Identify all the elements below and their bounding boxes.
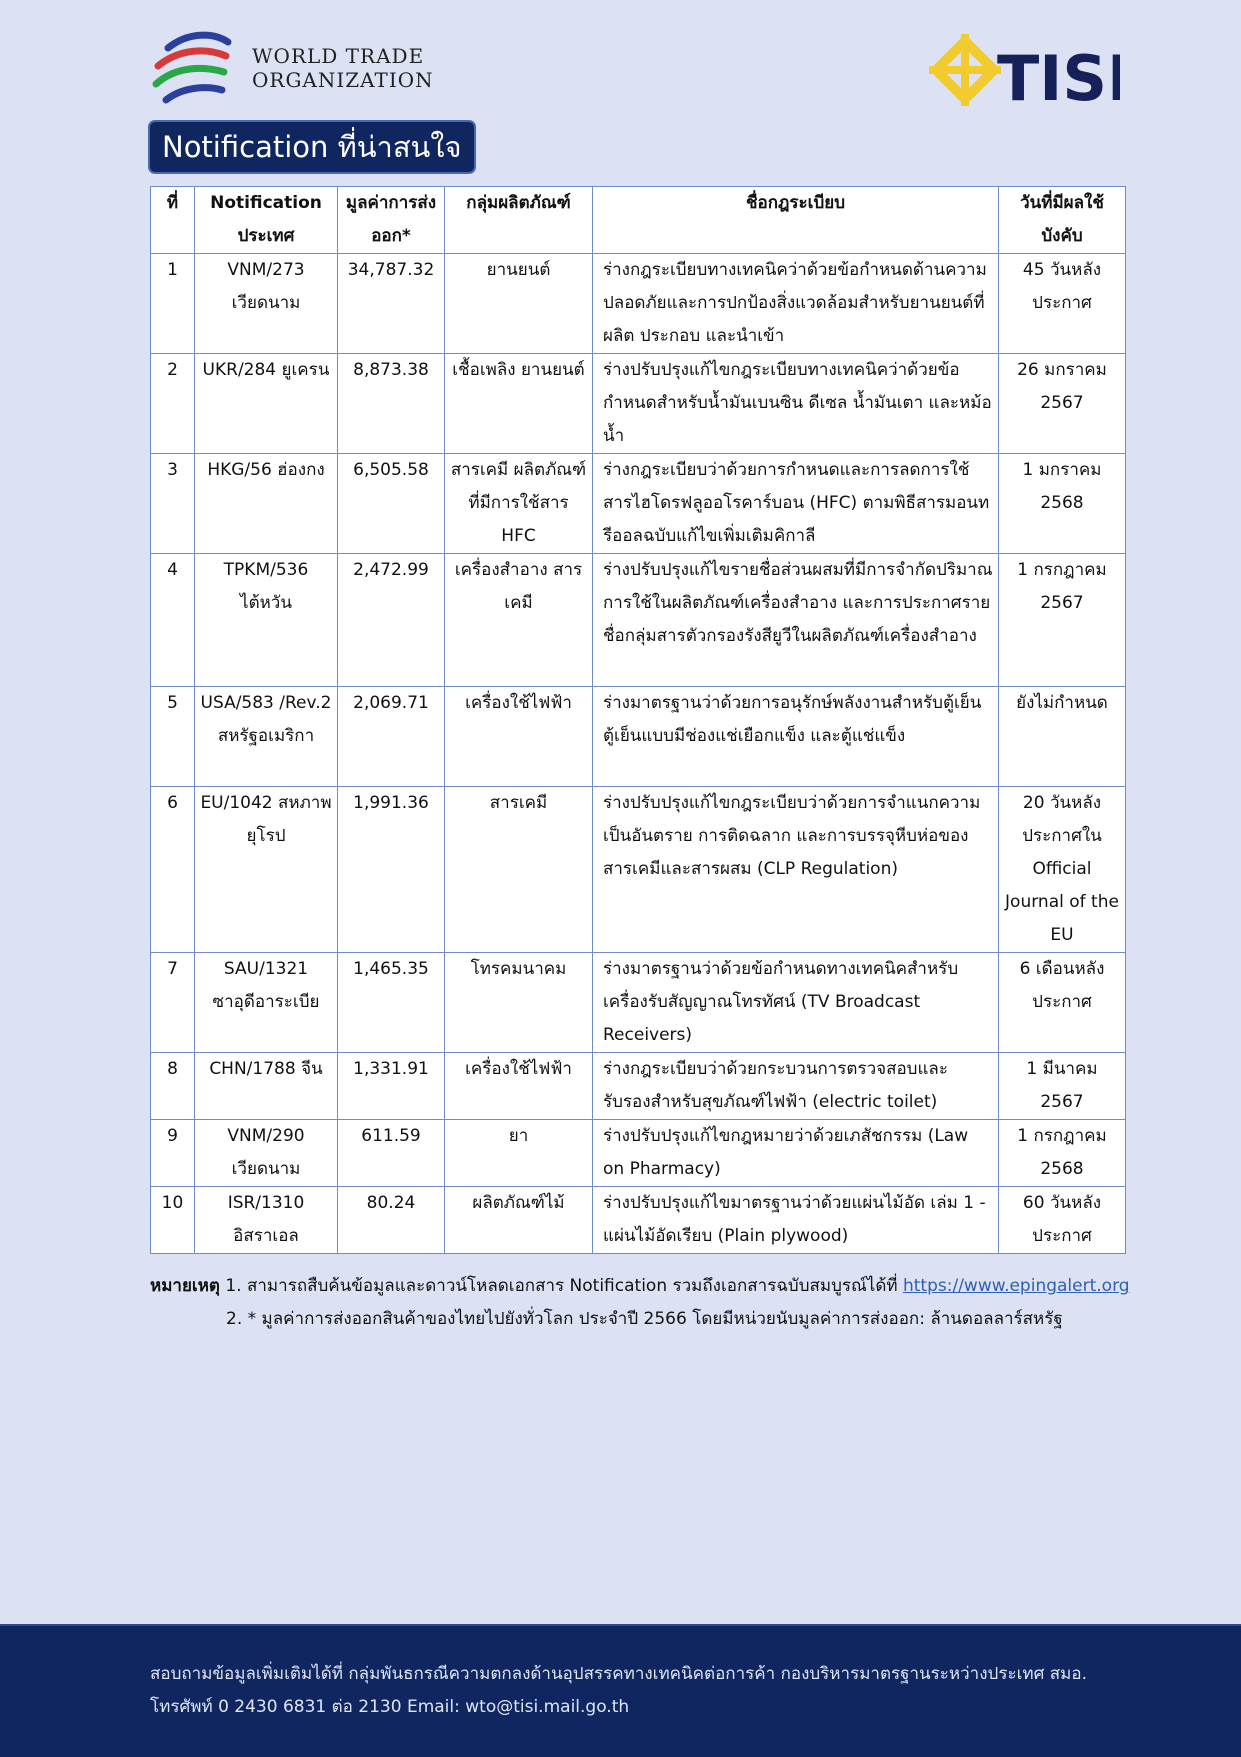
- table-row: [151, 1053, 1126, 1120]
- cell-regulation: ร่างกฎระเบียบว่าด้วยการกำหนดและการลดการใช้สารไฮโดรฟลูออโรคาร์บอน (HFC) ตามพิธีสารมอนทรีออลฉบับแก้ไขเพิ่มเติมคิกาลี: [593, 454, 999, 554]
- tisi-wordmark: TISI: [997, 42, 1120, 110]
- cell-notification: ISR/1310 อิสราเอล: [195, 1187, 338, 1254]
- cell-product-group: สารเคมี: [445, 787, 593, 953]
- cell-product-group: เครื่องสำอาง สารเคมี: [445, 554, 593, 687]
- cell-export-value: 2,069.71: [338, 687, 445, 787]
- cell-regulation: ร่างปรับปรุงแก้ไขรายชื่อส่วนผสมที่มีการจำกัดปริมาณการใช้ในผลิตภัณฑ์เครื่องสำอาง และการประกาศรายชื่อกลุ่มสารตัวกรองรังสียูวีในผลิตภัณฑ์เครื่องสำอาง: [593, 554, 999, 687]
- table-row: [151, 687, 1126, 787]
- cell-notification: USA/583 /Rev.2 สหรัฐอเมริกา: [195, 687, 338, 787]
- col-header-notification: Notification ประเทศ: [195, 187, 338, 254]
- cell-product-group: ผลิตภัณฑ์ไม้: [445, 1187, 593, 1254]
- cell-notification: HKG/56 ฮ่องกง: [195, 454, 338, 554]
- cell-regulation: ร่างปรับปรุงแก้ไขมาตรฐานว่าด้วยแผ่นไม้อัด เล่ม 1 - แผ่นไม้อัดเรียบ (Plain plywood): [593, 1187, 999, 1254]
- tisi-diamond-icon: [925, 30, 1120, 110]
- cell-no: 2: [151, 354, 195, 454]
- cell-regulation: ร่างปรับปรุงแก้ไขกฎระเบียบทางเทคนิคว่าด้วยข้อกำหนดสำหรับน้ำมันเบนซิน ดีเซล น้ำมันเตา และหม้อน้ำ: [593, 354, 999, 454]
- footer-phone-email-line: โทรศัพท์ 0 2430 6831 ต่อ 2130 Email: wto@tisi.mail.go.th: [150, 1697, 630, 1717]
- cell-regulation: ร่างกฎระเบียบทางเทคนิคว่าด้วยข้อกำหนดด้านความปลอดภัยและการปกป้องสิ่งแวดล้อมสำหรับยานยนต์ที่ผลิต ประกอบ และนำเข้า: [593, 254, 999, 354]
- table-header-row: [151, 187, 1126, 254]
- cell-effective-date: ยังไม่กำหนด: [999, 687, 1126, 787]
- cell-effective-date: 20 วันหลังประกาศใน Official Journal of the EU: [999, 787, 1126, 953]
- cell-notification: EU/1042 สหภาพยุโรป: [195, 787, 338, 953]
- notes-label: หมายเหตุ: [150, 1276, 220, 1296]
- cell-notification: VNM/290 เวียดนาม: [195, 1120, 338, 1187]
- cell-product-group: ยานยนต์: [445, 254, 593, 354]
- cell-export-value: 2,472.99: [338, 554, 445, 687]
- notes-section: [150, 1270, 1140, 1336]
- wto-swirl-icon: [148, 30, 243, 118]
- table-row: [151, 1120, 1126, 1187]
- cell-notification: CHN/1788 จีน: [195, 1053, 338, 1120]
- cell-effective-date: 1 กรกฎาคม 2568: [999, 1120, 1126, 1187]
- note-2: 2. * มูลค่าการส่งออกสินค้าของไทยไปยังทั่วโลก ประจำปี 2566 โดยมีหน่วยนับมูลค่าการส่งออก: ล้านดอลลาร์สหรัฐ: [226, 1309, 1063, 1329]
- table-row: [151, 787, 1126, 953]
- cell-product-group: ยา: [445, 1120, 593, 1187]
- cell-regulation: ร่างกฎระเบียบว่าด้วยกระบวนการตรวจสอบและรับรองสำหรับสุขภัณฑ์ไฟฟ้า (electric toilet): [593, 1053, 999, 1120]
- cell-product-group: สารเคมี ผลิตภัณฑ์ที่มีการใช้สาร HFC: [445, 454, 593, 554]
- page-title: Notification ที่น่าสนใจ: [148, 120, 476, 174]
- col-header-export-value: มูลค่าการส่งออก*: [338, 187, 445, 254]
- note-1: [150, 1270, 1140, 1303]
- cell-no: 5: [151, 687, 195, 787]
- cell-effective-date: 45 วันหลังประกาศ: [999, 254, 1126, 354]
- cell-no: 6: [151, 787, 195, 953]
- col-header-no: ที่: [151, 187, 195, 254]
- cell-regulation: ร่างปรับปรุงแก้ไขกฎหมายว่าด้วยเภสัชกรรม (Law on Pharmacy): [593, 1120, 999, 1187]
- cell-effective-date: 26 มกราคม 2567: [999, 354, 1126, 454]
- col-header-effective-date: วันที่มีผลใช้บังคับ: [999, 187, 1126, 254]
- cell-no: 10: [151, 1187, 195, 1254]
- col-header-regulation: ชื่อกฎระเบียบ: [593, 187, 999, 254]
- cell-no: 4: [151, 554, 195, 687]
- footer-contact-line: สอบถามข้อมูลเพิ่มเติมได้ที่ กลุ่มพันธกรณีความตกลงด้านอุปสรรคทางเทคนิคต่อการค้า กองบริหารมาตรฐานระหว่างประเทศ สมอ.: [150, 1664, 1087, 1684]
- cell-product-group: โทรคมนาคม: [445, 953, 593, 1053]
- cell-effective-date: 1 กรกฎาคม 2567: [999, 554, 1126, 687]
- cell-notification: SAU/1321 ซาอุดีอาระเบีย: [195, 953, 338, 1053]
- cell-export-value: 1,991.36: [338, 787, 445, 953]
- cell-effective-date: 1 มีนาคม 2567: [999, 1053, 1126, 1120]
- table-row: [151, 953, 1126, 1053]
- cell-no: 1: [151, 254, 195, 354]
- cell-effective-date: 6 เดือนหลังประกาศ: [999, 953, 1126, 1053]
- table-row: [151, 454, 1126, 554]
- cell-export-value: 6,505.58: [338, 454, 445, 554]
- tisi-logo: [925, 30, 1120, 110]
- wto-logo: [148, 30, 438, 118]
- cell-no: 7: [151, 953, 195, 1053]
- cell-notification: TPKM/536 ไต้หวัน: [195, 554, 338, 687]
- notification-table: [150, 186, 1126, 1254]
- cell-product-group: เครื่องใช้ไฟฟ้า: [445, 1053, 593, 1120]
- epingalert-link[interactable]: https://www.epingalert.org: [902, 1276, 1130, 1296]
- cell-export-value: 34,787.32: [338, 254, 445, 354]
- cell-export-value: 1,465.35: [338, 953, 445, 1053]
- cell-product-group: เชื้อเพลิง ยานยนต์: [445, 354, 593, 454]
- cell-regulation: ร่างมาตรฐานว่าด้วยข้อกำหนดทางเทคนิคสำหรับเครื่องรับสัญญาณโทรทัศน์ (TV Broadcast Receivers): [593, 953, 999, 1053]
- cell-export-value: 8,873.38: [338, 354, 445, 454]
- cell-effective-date: 1 มกราคม 2568: [999, 454, 1126, 554]
- cell-no: 3: [151, 454, 195, 554]
- cell-no: 8: [151, 1053, 195, 1120]
- table-row: [151, 254, 1126, 354]
- cell-regulation: ร่างปรับปรุงแก้ไขกฎระเบียบว่าด้วยการจำแนกความเป็นอันตราย การติดฉลาก และการบรรจุหีบห่อของสารเคมีและสารผสม (CLP Regulation): [593, 787, 999, 953]
- cell-regulation: ร่างมาตรฐานว่าด้วยการอนุรักษ์พลังงานสำหรับตู้เย็น ตู้เย็นแบบมีช่องแช่เยือกแข็ง และตู้แช่แข็ง: [593, 687, 999, 787]
- cell-no: 9: [151, 1120, 195, 1187]
- cell-notification: VNM/273 เวียดนาม: [195, 254, 338, 354]
- table-row: [151, 1187, 1126, 1254]
- col-header-product-group: กลุ่มผลิตภัณฑ์: [445, 187, 593, 254]
- cell-notification: UKR/284 ยูเครน: [195, 354, 338, 454]
- cell-export-value: 1,331.91: [338, 1053, 445, 1120]
- wto-wordmark: WORLD TRADE ORGANIZATION: [252, 44, 434, 92]
- footer: [0, 1624, 1241, 1757]
- cell-export-value: 80.24: [338, 1187, 445, 1254]
- cell-effective-date: 60 วันหลังประกาศ: [999, 1187, 1126, 1254]
- table-row: [151, 354, 1126, 454]
- cell-export-value: 611.59: [338, 1120, 445, 1187]
- table-row: [151, 554, 1126, 687]
- cell-product-group: เครื่องใช้ไฟฟ้า: [445, 687, 593, 787]
- note-1-text: 1. สามารถสืบค้นข้อมูลและดาวน์โหลดเอกสาร Notification รวมถึงเอกสารฉบับสมบูรณ์ได้ที่: [225, 1276, 898, 1296]
